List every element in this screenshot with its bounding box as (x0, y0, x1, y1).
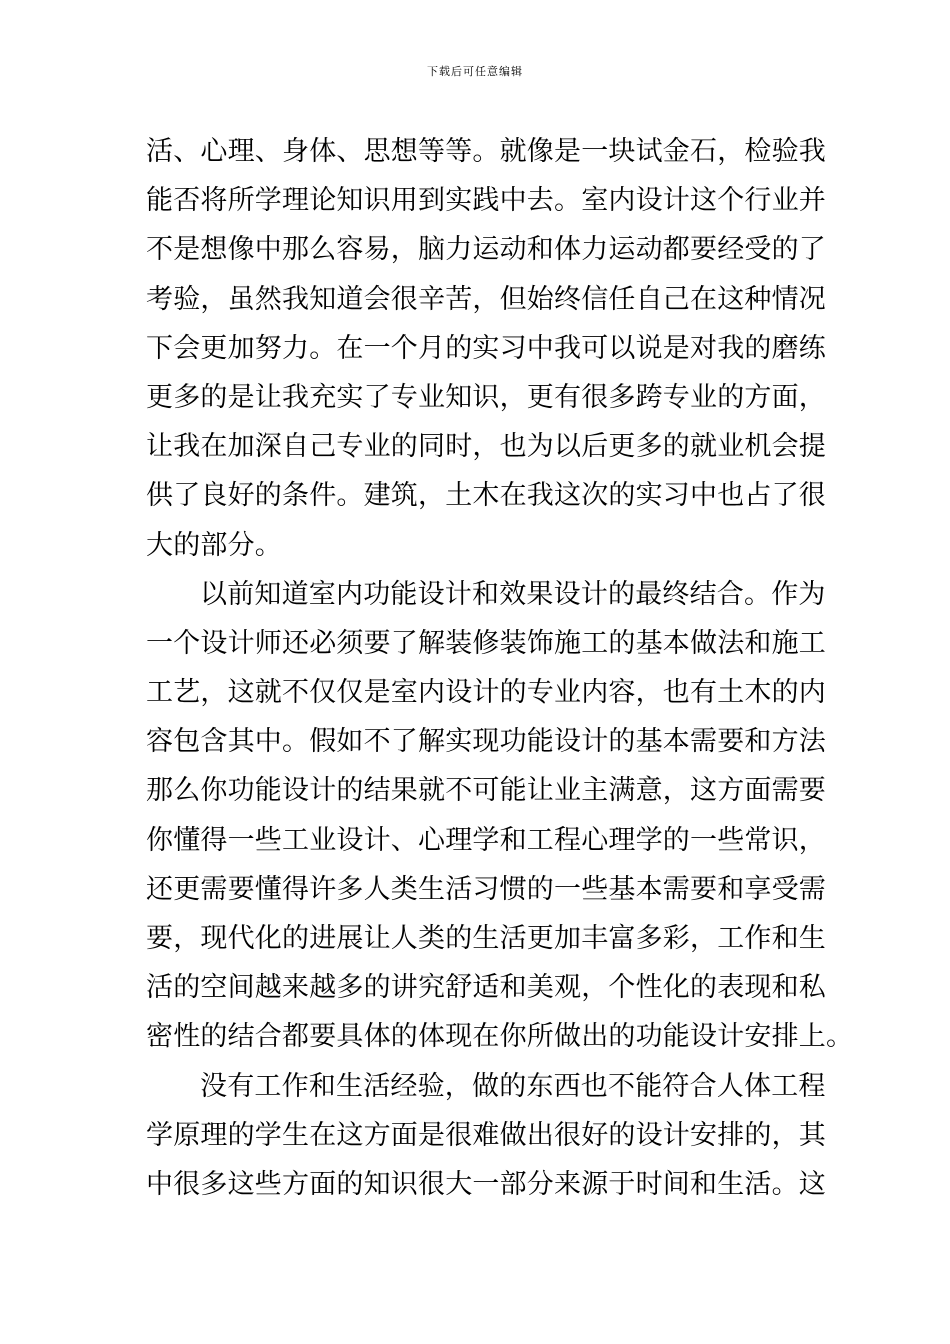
text-line: 供了良好的条件。建筑，土木在我这次的实习中也占了很 (146, 480, 826, 512)
text-line: 你懂得一些工业设计、心理学和工程心理学的一些常识， (146, 824, 826, 856)
text-line: 密性的结合都要具体的体现在你所做出的功能设计安排上。 (146, 1021, 854, 1053)
paragraph-first-line: 以前知道室内功能设计和效果设计的最终结合。作为 (200, 578, 826, 610)
text-line: 容包含其中。假如不了解实现功能设计的基本需要和方法 (146, 726, 826, 758)
text-line: 学原理的学生在这方面是很难做出很好的设计安排的，其 (146, 1119, 826, 1151)
text-line: 工艺，这就不仅仅是室内设计的专业内容，也有土木的内 (146, 677, 826, 709)
text-line: 更多的是让我充实了专业知识，更有很多跨专业的方面， (146, 381, 826, 413)
text-line: 能否将所学理论知识用到实践中去。室内设计这个行业并 (146, 185, 826, 217)
text-line: 下会更加努力。在一个月的实习中我可以说是对我的磨练 (146, 332, 826, 364)
text-line: 让我在加深自己专业的同时，也为以后更多的就业机会提 (146, 431, 826, 463)
text-line: 不是想像中那么容易，脑力运动和体力运动都要经受的了 (146, 234, 826, 266)
text-line: 考验，虽然我知道会很辛苦，但始终信任自己在这种情况 (146, 283, 826, 315)
text-line: 活的空间越来越多的讲究舒适和美观，个性化的表现和私 (146, 972, 826, 1004)
page-header: 下载后可任意编辑 (427, 65, 523, 78)
text-line: 还更需要懂得许多人类生活习惯的一些基本需要和享受需 (146, 873, 826, 905)
text-line: 大的部分。 (146, 529, 282, 561)
text-line: 中很多这些方面的知识很大一部分来源于时间和生活。这 (146, 1168, 826, 1200)
text-line: 一个设计师还必须要了解装修装饰施工的基本做法和施工 (146, 627, 826, 659)
text-line: 那么你功能设计的结果就不可能让业主满意，这方面需要 (146, 775, 826, 807)
text-line: 要，现代化的进展让人类的生活更加丰富多彩，工作和生 (146, 923, 826, 954)
document-body (146, 127, 854, 1209)
text-line: 活、心理、身体、思想等等。就像是一块试金石，检验我 (146, 136, 826, 167)
paragraph-first-line: 没有工作和生活经验，做的东西也不能符合人体工程 (200, 1070, 826, 1102)
